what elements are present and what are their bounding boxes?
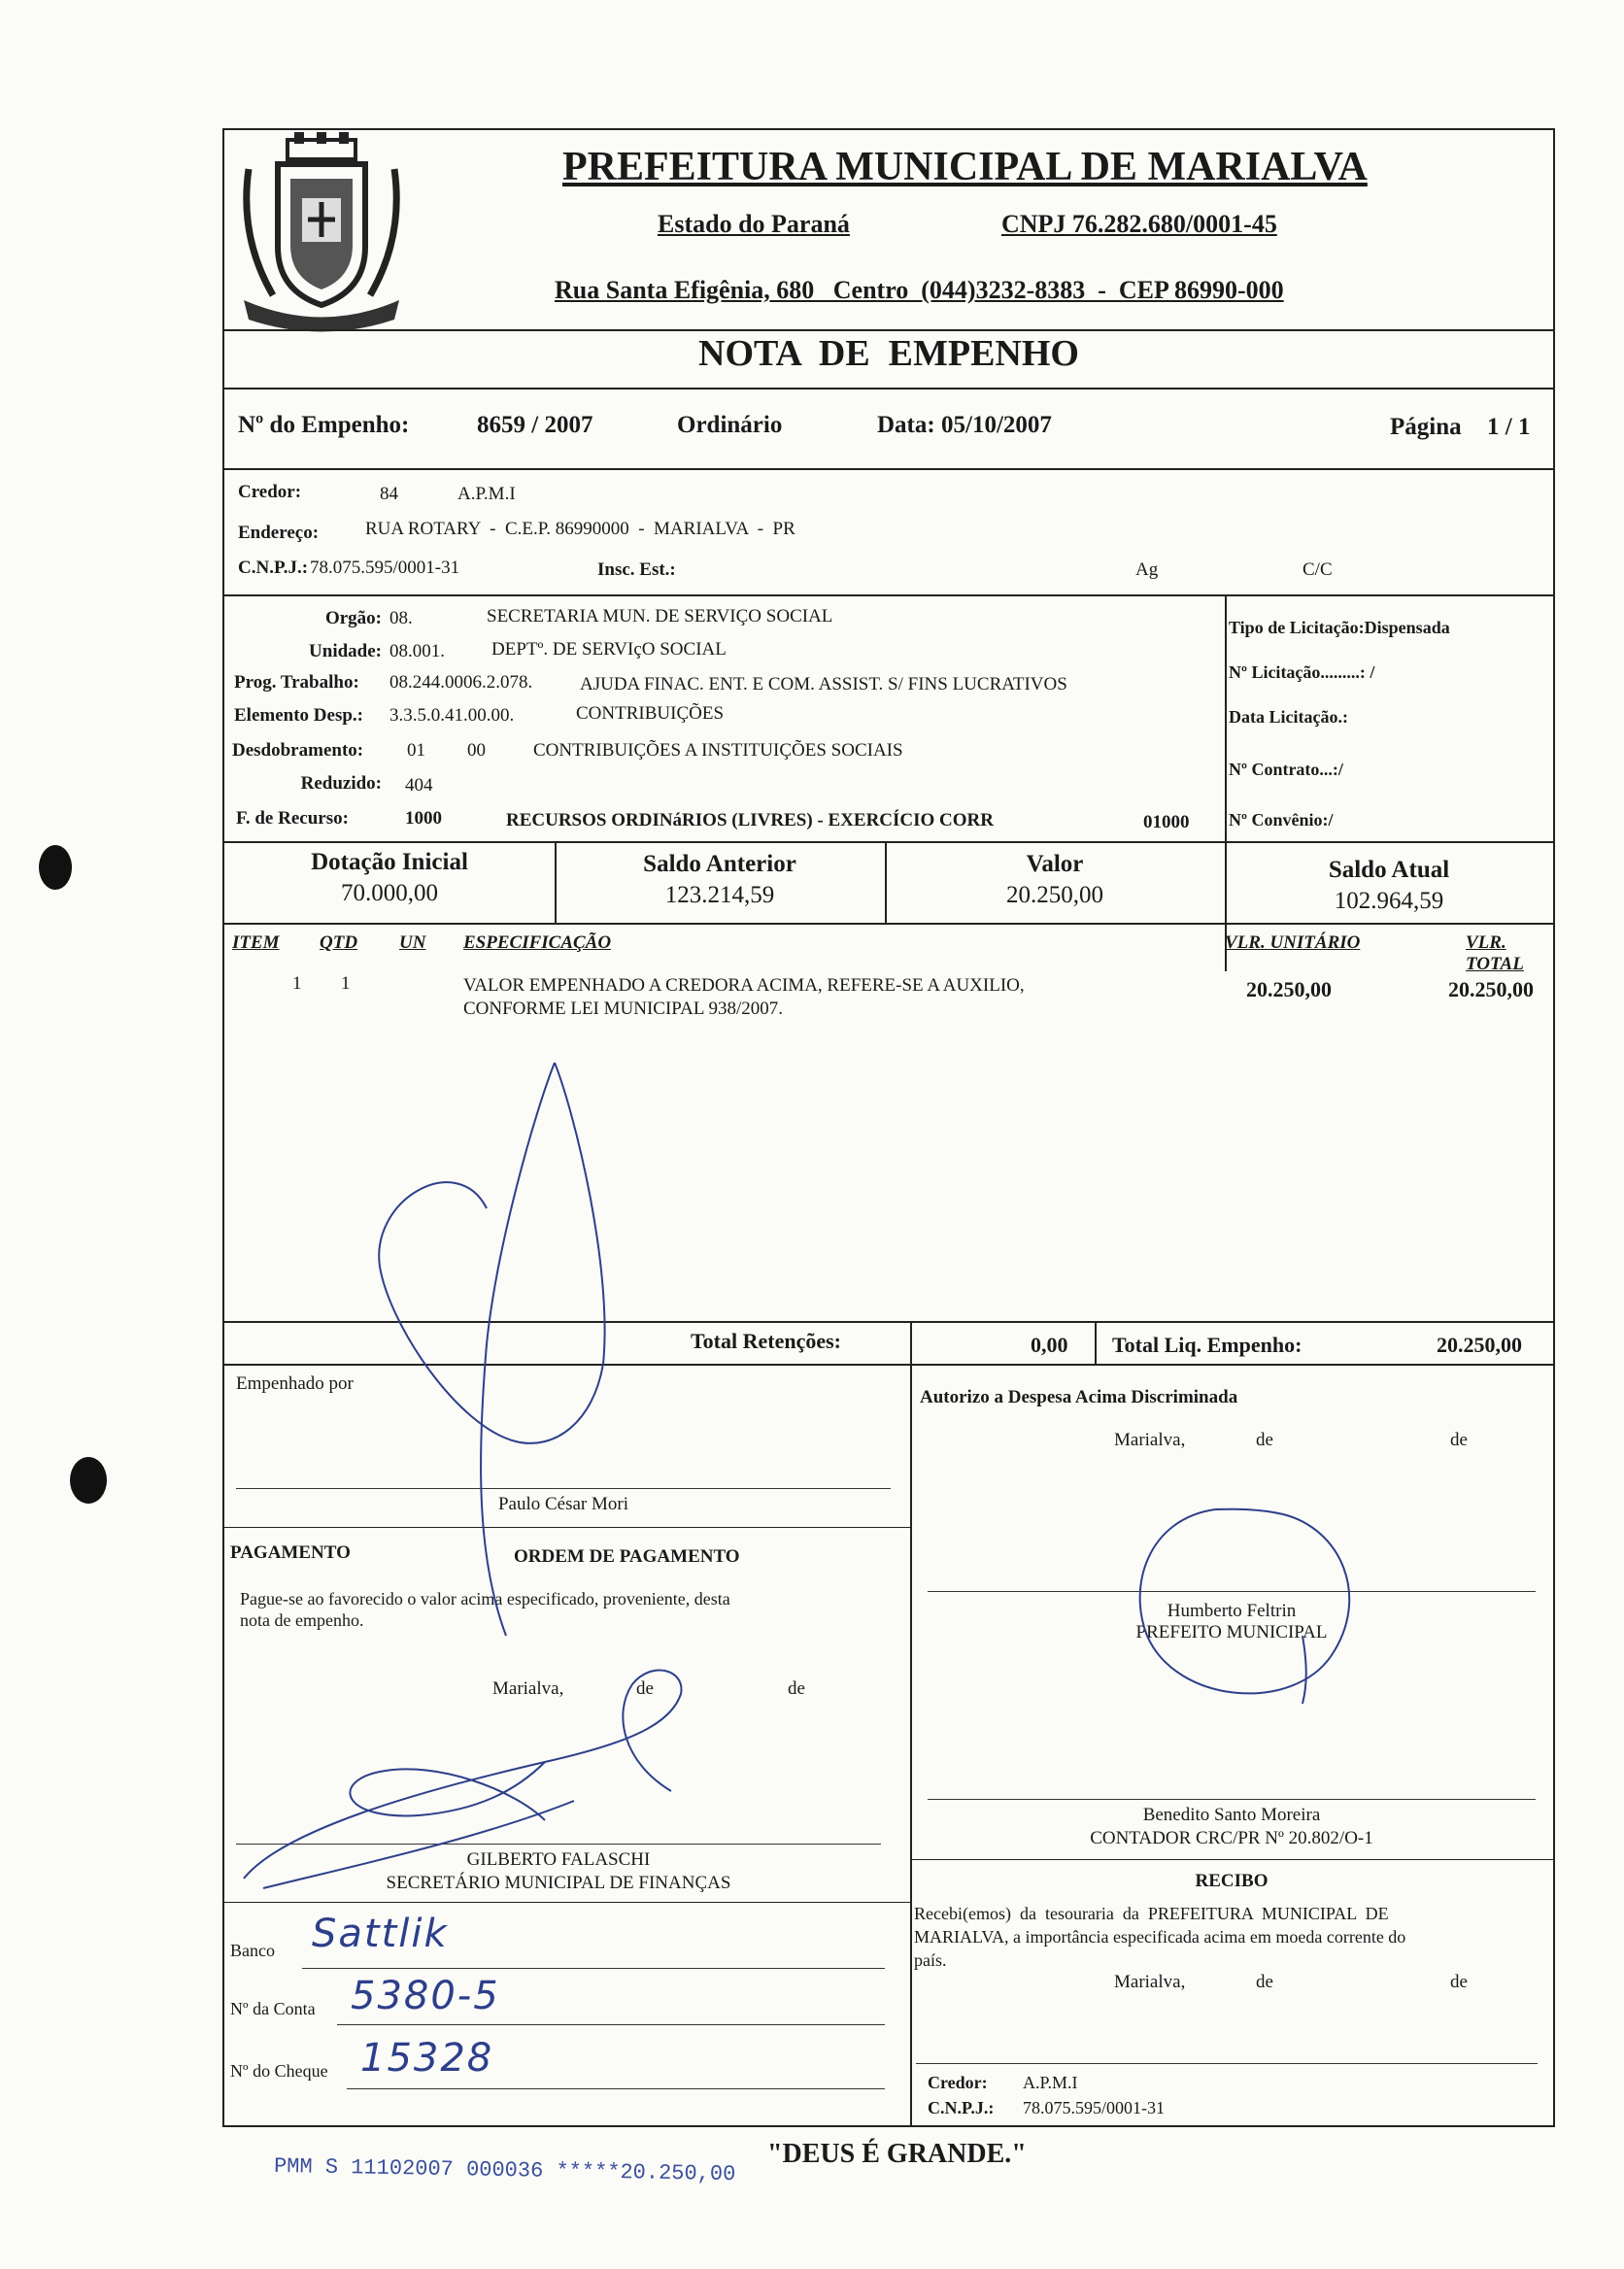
col-header-item: ITEM [232, 932, 280, 953]
credor-cnpj: 78.075.595/0001-31 [310, 558, 460, 578]
pagamento-text-line2: nota de empenho. [240, 1610, 364, 1630]
unidade-desc: DEPTº. DE SERVIçO SOCIAL [491, 639, 727, 660]
recibo-de2: de [1450, 1972, 1468, 1992]
table-row-item: 1 [292, 973, 302, 994]
recurso-desc: RECURSOS ORDINáRIOS (LIVRES) - EXERCÍCIO CORR [506, 810, 994, 830]
liquido-value: 20.250,00 [1437, 1333, 1522, 1357]
saldo-anterior-label: Saldo Anterior [643, 851, 796, 877]
autorizo-de1: de [1256, 1430, 1273, 1450]
credor-address: RUA ROTARY - C.E.P. 86990000 - MARIALVA - PR [365, 519, 795, 539]
saldo-atual-label: Saldo Atual [1328, 857, 1450, 883]
desdobramento-desc: CONTRIBUIÇÕES A INSTITUIÇÕES SOCIAIS [533, 740, 903, 761]
ordem-pagamento-title: ORDEM DE PAGAMENTO [514, 1546, 740, 1567]
orgao-desc: SECRETARIA MUN. DE SERVIÇO SOCIAL [487, 606, 833, 627]
table-row-unitario: 20.250,00 [1246, 977, 1332, 1001]
table-row-spec-line1: VALOR EMPENHADO A CREDORA ACIMA, REFERE-SE A AUXILIO, [463, 975, 1025, 996]
unidade-code: 08.001. [389, 641, 445, 661]
banco-label: Banco [230, 1941, 275, 1960]
orgao-label: Orgão: [324, 608, 382, 628]
empenho-number: 8659 / 2007 [477, 412, 593, 438]
date-label: Data: [877, 412, 935, 438]
numero-convenio: Nº Convênio:/ [1229, 810, 1334, 830]
numero-licitacao: Nº Licitação.........: / [1229, 662, 1375, 682]
table-row-spec-line2: CONFORME LEI MUNICIPAL 938/2007. [463, 999, 784, 1019]
recibo-text-line3: país. [914, 1950, 947, 1970]
prog-label: Prog. Trabalho: [234, 672, 359, 693]
payment-stamp: PMM S 11102007 000036 *****20.250,00 [273, 2153, 736, 2187]
banco-value: Sattlik [312, 1912, 449, 1956]
recibo-credor-label: Credor: [928, 2073, 988, 2092]
col-header-unitario: VLR. UNITÁRIO [1225, 932, 1361, 953]
prog-desc: AJUDA FINAC. ENT. E COM. ASSIST. S/ FINS LUCRATIVOS [580, 674, 1067, 694]
dotacao-value: 70.000,00 [341, 880, 438, 906]
liquido-label: Total Liq. Empenho: [1112, 1333, 1303, 1357]
state-label: Estado do Paraná [658, 210, 850, 238]
signature-prefeito [1108, 1490, 1400, 1723]
pagamento-city: Marialva, [492, 1678, 564, 1699]
page-value: 1 / 1 [1487, 414, 1531, 440]
pagamento-text-line1: Pague-se ao favorecido o valor acima especificado, proveniente, desta [240, 1589, 730, 1609]
doc-title: NOTA DE EMPENHO [698, 333, 1079, 374]
orgao-code: 08. [389, 608, 413, 628]
address-label: Rua Santa Efigênia, 680 Centro (044)3232-8383 - CEP 86990-000 [555, 276, 1284, 304]
valor-value: 20.250,00 [1006, 882, 1103, 908]
table-row-qtd: 1 [341, 973, 351, 994]
autorizo-label: Autorizo a Despesa Acima Discriminada [920, 1387, 1238, 1407]
signature-empenhado [312, 1053, 720, 1655]
cnpj-label: CNPJ 76.282.680/0001-45 [1001, 210, 1277, 238]
conta-value: 5380-5 [351, 1974, 500, 2018]
desdobramento-code2: 00 [467, 740, 486, 761]
document-frame [222, 128, 1555, 2127]
recibo-cnpj-value: 78.075.595/0001-31 [1023, 2098, 1165, 2117]
pagamento-de1: de [636, 1678, 654, 1699]
col-header-un: UN [399, 932, 426, 953]
recibo-title: RECIBO [1195, 1871, 1269, 1891]
empenhado-label: Empenhado por [236, 1373, 354, 1394]
address-label: Endereço: [238, 523, 320, 543]
recibo-de1: de [1256, 1972, 1273, 1992]
elemento-desc: CONTRIBUIÇÕES [576, 703, 725, 724]
prog-code: 08.244.0006.2.078. [389, 672, 533, 693]
unidade-label: Unidade: [309, 641, 382, 661]
coat-of-arms-logo [234, 130, 409, 334]
pagamento-title: PAGAMENTO [230, 1542, 351, 1563]
prefeito-name: Humberto Feltrin [1167, 1601, 1297, 1621]
cc-label: C/C [1303, 559, 1333, 580]
data-licitacao: Data Licitação.: [1229, 707, 1348, 727]
empenhado-name: Paulo César Mori [497, 1494, 629, 1514]
saldo-atual-value: 102.964,59 [1334, 888, 1444, 914]
secretario-name: GILBERTO FALASCHI [466, 1849, 651, 1870]
numero-contrato: Nº Contrato...:/ [1229, 760, 1343, 779]
col-header-qtd: QTD [320, 932, 358, 953]
autorizo-city: Marialva, [1114, 1430, 1186, 1450]
page-title: PREFEITURA MUNICIPAL DE MARIALVA [562, 145, 1368, 189]
pagamento-de2: de [788, 1678, 805, 1699]
autorizo-de2: de [1450, 1430, 1468, 1450]
recurso-code: 1000 [405, 808, 442, 829]
tipo-licitacao: Tipo de Licitação:Dispensada [1229, 618, 1450, 637]
credor-label: Credor: [238, 482, 302, 502]
cnpj-label: C.N.P.J.: [238, 558, 309, 578]
empenho-type: Ordinário [677, 412, 783, 438]
valor-label: Valor [1026, 851, 1084, 877]
punch-hole [39, 845, 72, 890]
recurso-label: F. de Recurso: [236, 808, 349, 829]
prefeito-title: PREFEITO MUNICIPAL [1135, 1622, 1328, 1642]
recibo-text-line1: Recebi(emos) da tesouraria da PREFEITURA MUNICIPAL DE [914, 1904, 1389, 1923]
contador-name: Benedito Santo Moreira [1142, 1805, 1321, 1825]
desdobramento-label: Desdobramento: [232, 740, 364, 761]
recibo-city: Marialva, [1114, 1972, 1186, 1992]
secretario-title: SECRETÁRIO MUNICIPAL DE FINANÇAS [386, 1873, 731, 1893]
recibo-text-line2: MARIALVA, a importância especificada acima em moeda corrente do [914, 1927, 1406, 1947]
elemento-label: Elemento Desp.: [234, 705, 363, 726]
table-row-total: 20.250,00 [1448, 977, 1534, 1001]
desdobramento-code1: 01 [407, 740, 425, 761]
conta-label: Nº da Conta [230, 1999, 316, 2018]
credor-code: 84 [380, 484, 398, 504]
elemento-code: 3.3.5.0.41.00.00. [389, 705, 515, 726]
cheque-value: 15328 [360, 2036, 494, 2081]
dotacao-label: Dotação Inicial [311, 849, 468, 875]
page-label: Página [1390, 414, 1462, 440]
footer-motto: "DEUS É GRANDE." [767, 2139, 1027, 2169]
empenho-label: Nº do Empenho: [238, 412, 410, 438]
ag-label: Ag [1135, 559, 1159, 580]
reduzido-label: Reduzido: [300, 773, 382, 794]
saldo-anterior-value: 123.214,59 [664, 882, 775, 908]
credor-name: A.P.M.I [457, 484, 516, 504]
contador-title: CONTADOR CRC/PR Nº 20.802/O-1 [1090, 1828, 1373, 1848]
reduzido-value: 404 [405, 775, 433, 796]
col-header-total: VLR. TOTAL [1466, 932, 1524, 974]
date-value: 05/10/2007 [941, 412, 1052, 438]
insc-label: Insc. Est.: [597, 559, 676, 580]
recibo-credor-value: A.P.M.I [1023, 2073, 1078, 2092]
col-header-especificacao: ESPECIFICAÇÃO [463, 932, 612, 953]
punch-hole [70, 1457, 107, 1504]
retencoes-value: 0,00 [1031, 1333, 1068, 1357]
recibo-cnpj-label: C.N.P.J.: [928, 2098, 995, 2117]
recurso-code2: 01000 [1143, 812, 1190, 832]
cheque-label: Nº do Cheque [230, 2061, 328, 2081]
signature-secretario [224, 1645, 768, 1898]
retencoes-label: Total Retenções: [691, 1329, 841, 1353]
